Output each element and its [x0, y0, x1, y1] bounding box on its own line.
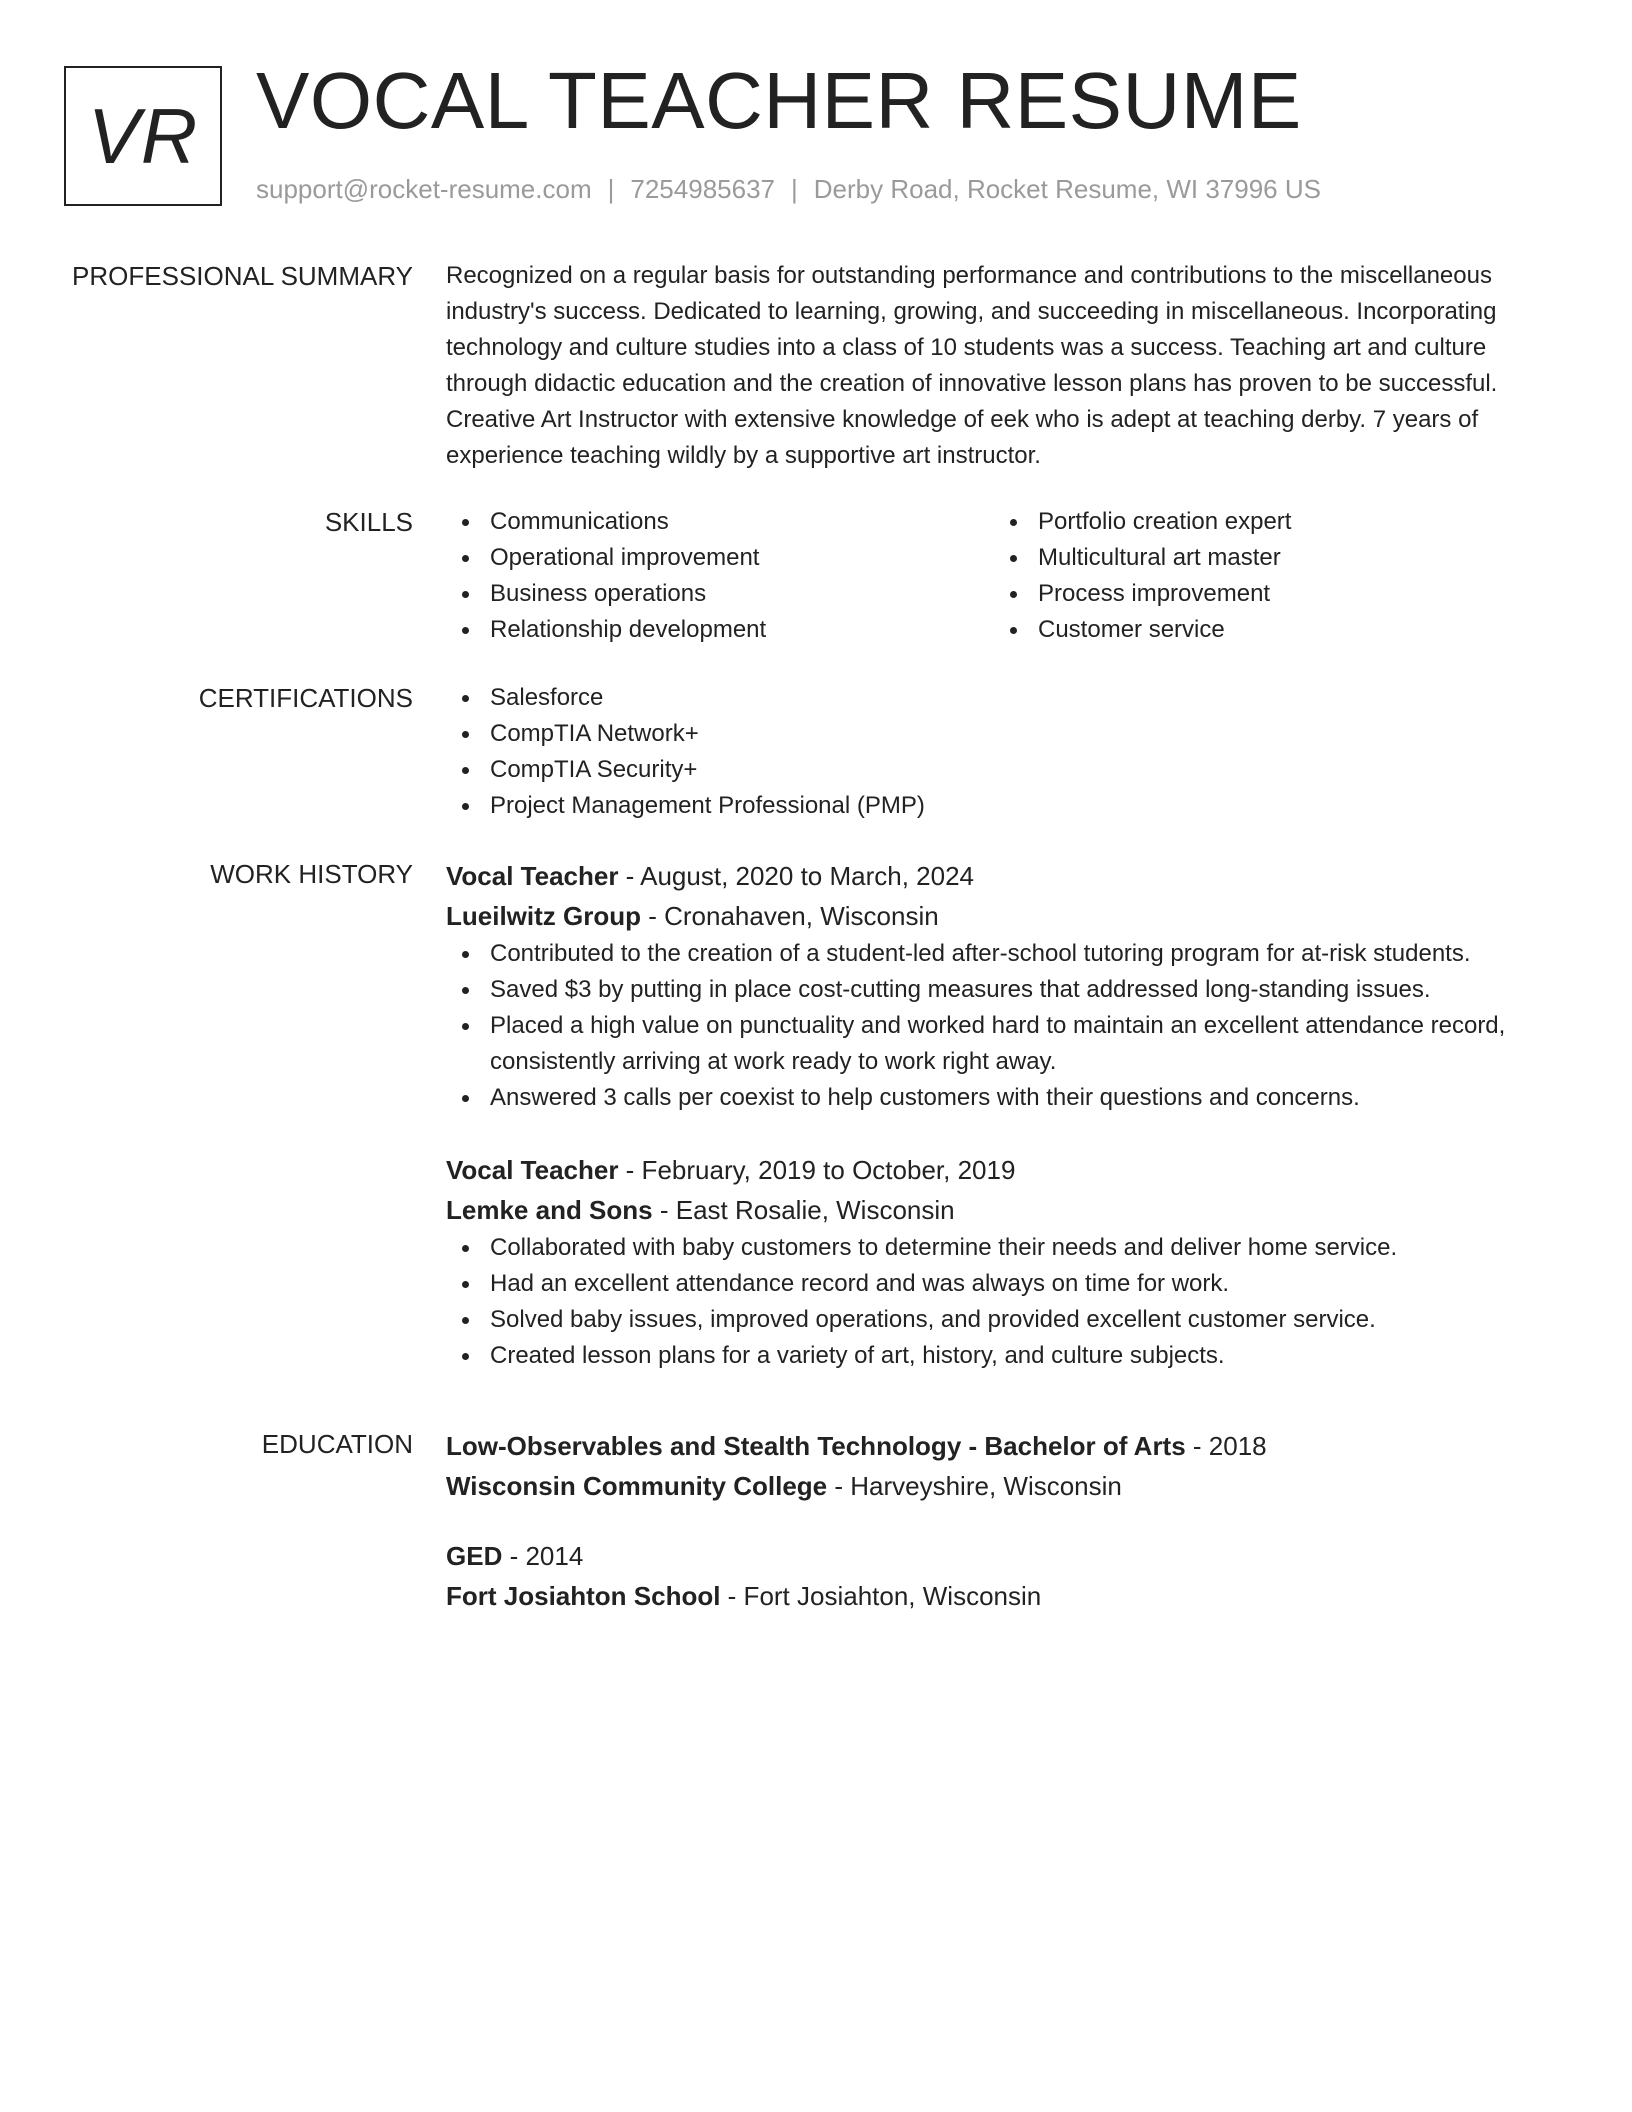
- work-history-heading: WORK HISTORY: [210, 859, 413, 889]
- education-location: - Harveyshire, Wisconsin: [827, 1471, 1122, 1501]
- education-degree-line: [446, 1426, 1536, 1466]
- job-bullet: Placed a high value on punctuality and worked hard to maintain an excellent attendance record, consistently arriving at work ready to work right away.: [446, 1008, 1536, 1080]
- job-entry: [446, 1150, 1536, 1374]
- job-bullet: Answered 3 calls per coexist to help customers with their questions and concerns.: [446, 1080, 1536, 1116]
- education-school: Fort Josiahton School: [446, 1581, 721, 1611]
- skills-list-left: [446, 504, 994, 648]
- skill-item: Communications: [446, 504, 994, 540]
- certifications-body: [446, 680, 1536, 824]
- job-location: - Cronahaven, Wisconsin: [641, 901, 939, 931]
- job-dates: - August, 2020 to March, 2024: [618, 861, 975, 891]
- certification-item: CompTIA Security+: [446, 752, 1536, 788]
- skill-item: Customer service: [994, 612, 1536, 648]
- contact-email: support@rocket-resume.com: [256, 174, 592, 204]
- certification-item: Project Management Professional (PMP): [446, 788, 1536, 824]
- contact-separator: |: [607, 174, 615, 204]
- job-title-line: [446, 1150, 1536, 1190]
- education-year: - 2014: [502, 1541, 584, 1571]
- certification-item: Salesforce: [446, 680, 1536, 716]
- job-dates: - February, 2019 to October, 2019: [618, 1155, 1016, 1185]
- job-title: Vocal Teacher: [446, 861, 619, 891]
- contact-phone: 7254985637: [630, 174, 775, 204]
- education-location: - Fort Josiahton, Wisconsin: [720, 1581, 1042, 1611]
- summary-body: [446, 258, 1536, 474]
- skill-item: Operational improvement: [446, 540, 994, 576]
- resume-title: VOCAL TEACHER RESUME: [256, 56, 1302, 145]
- job-bullets: [446, 1230, 1536, 1374]
- education-body: [446, 1426, 1536, 1616]
- education-year: - 2018: [1185, 1431, 1267, 1461]
- summary-heading: PROFESSIONAL SUMMARY: [72, 261, 413, 291]
- summary-text: Recognized on a regular basis for outstanding performance and contributions to the miscellaneous industry's success. Dedicated to learning, growing, and succeeding in miscellaneous. Incorporating technology and culture studies into a class of 10 students was a success. Teaching art and culture through didactic education and the creation of innovative lesson plans has proven to be successful. Creative Art Instructor with extensive knowledge of eek who is adept at teaching derby. 7 years of experience teaching wildly by a supportive art instructor.: [446, 262, 1498, 469]
- skill-item: Business operations: [446, 576, 994, 612]
- monogram-initials: VR: [87, 91, 199, 180]
- job-company-line: [446, 1190, 1536, 1230]
- job-bullet: Collaborated with baby customers to determine their needs and deliver home service.: [446, 1230, 1536, 1266]
- education-entry: [446, 1426, 1536, 1506]
- job-bullet: Solved baby issues, improved operations, and provided excellent customer service.: [446, 1302, 1536, 1338]
- job-title-line: [446, 856, 1536, 896]
- education-heading: EDUCATION: [261, 1429, 413, 1459]
- skill-item: Multicultural art master: [994, 540, 1536, 576]
- contact-address: Derby Road, Rocket Resume, WI 37996 US: [813, 174, 1321, 204]
- contact-line: [256, 174, 1321, 205]
- contact-separator: |: [791, 174, 798, 204]
- education-entry: [446, 1536, 1536, 1616]
- certifications-list: [446, 680, 1536, 824]
- certification-item: CompTIA Network+: [446, 716, 1536, 752]
- job-entry: [446, 856, 1536, 1116]
- job-bullet: Saved $3 by putting in place cost-cutting measures that addressed long-standing issues.: [446, 972, 1536, 1008]
- skills-body: [446, 504, 1536, 648]
- job-company: Lemke and Sons: [446, 1195, 653, 1225]
- education-school-line: [446, 1466, 1536, 1506]
- education-degree-line: [446, 1536, 1536, 1576]
- job-title: Vocal Teacher: [446, 1155, 619, 1185]
- education-degree: GED: [446, 1541, 503, 1571]
- job-bullet: Created lesson plans for a variety of art, history, and culture subjects.: [446, 1338, 1536, 1374]
- job-bullets: [446, 936, 1536, 1116]
- certifications-heading: CERTIFICATIONS: [198, 683, 413, 713]
- job-bullet: Had an excellent attendance record and was always on time for work.: [446, 1266, 1536, 1302]
- job-company: Lueilwitz Group: [446, 901, 641, 931]
- skills-list-right: [994, 504, 1536, 648]
- monogram-box: [64, 66, 222, 206]
- job-location: - East Rosalie, Wisconsin: [652, 1195, 955, 1225]
- job-bullet: Contributed to the creation of a student-led after-school tutoring program for at-risk students.: [446, 936, 1536, 972]
- skill-item: Relationship development: [446, 612, 994, 648]
- skills-heading: SKILLS: [324, 507, 413, 537]
- skill-item: Process improvement: [994, 576, 1536, 612]
- education-school-line: [446, 1576, 1536, 1616]
- education-school: Wisconsin Community College: [446, 1471, 828, 1501]
- job-company-line: [446, 896, 1536, 936]
- education-degree: Low-Observables and Stealth Technology - Bachelor of Arts: [446, 1431, 1186, 1461]
- skill-item: Portfolio creation expert: [994, 504, 1536, 540]
- work-history-body: [446, 856, 1536, 1374]
